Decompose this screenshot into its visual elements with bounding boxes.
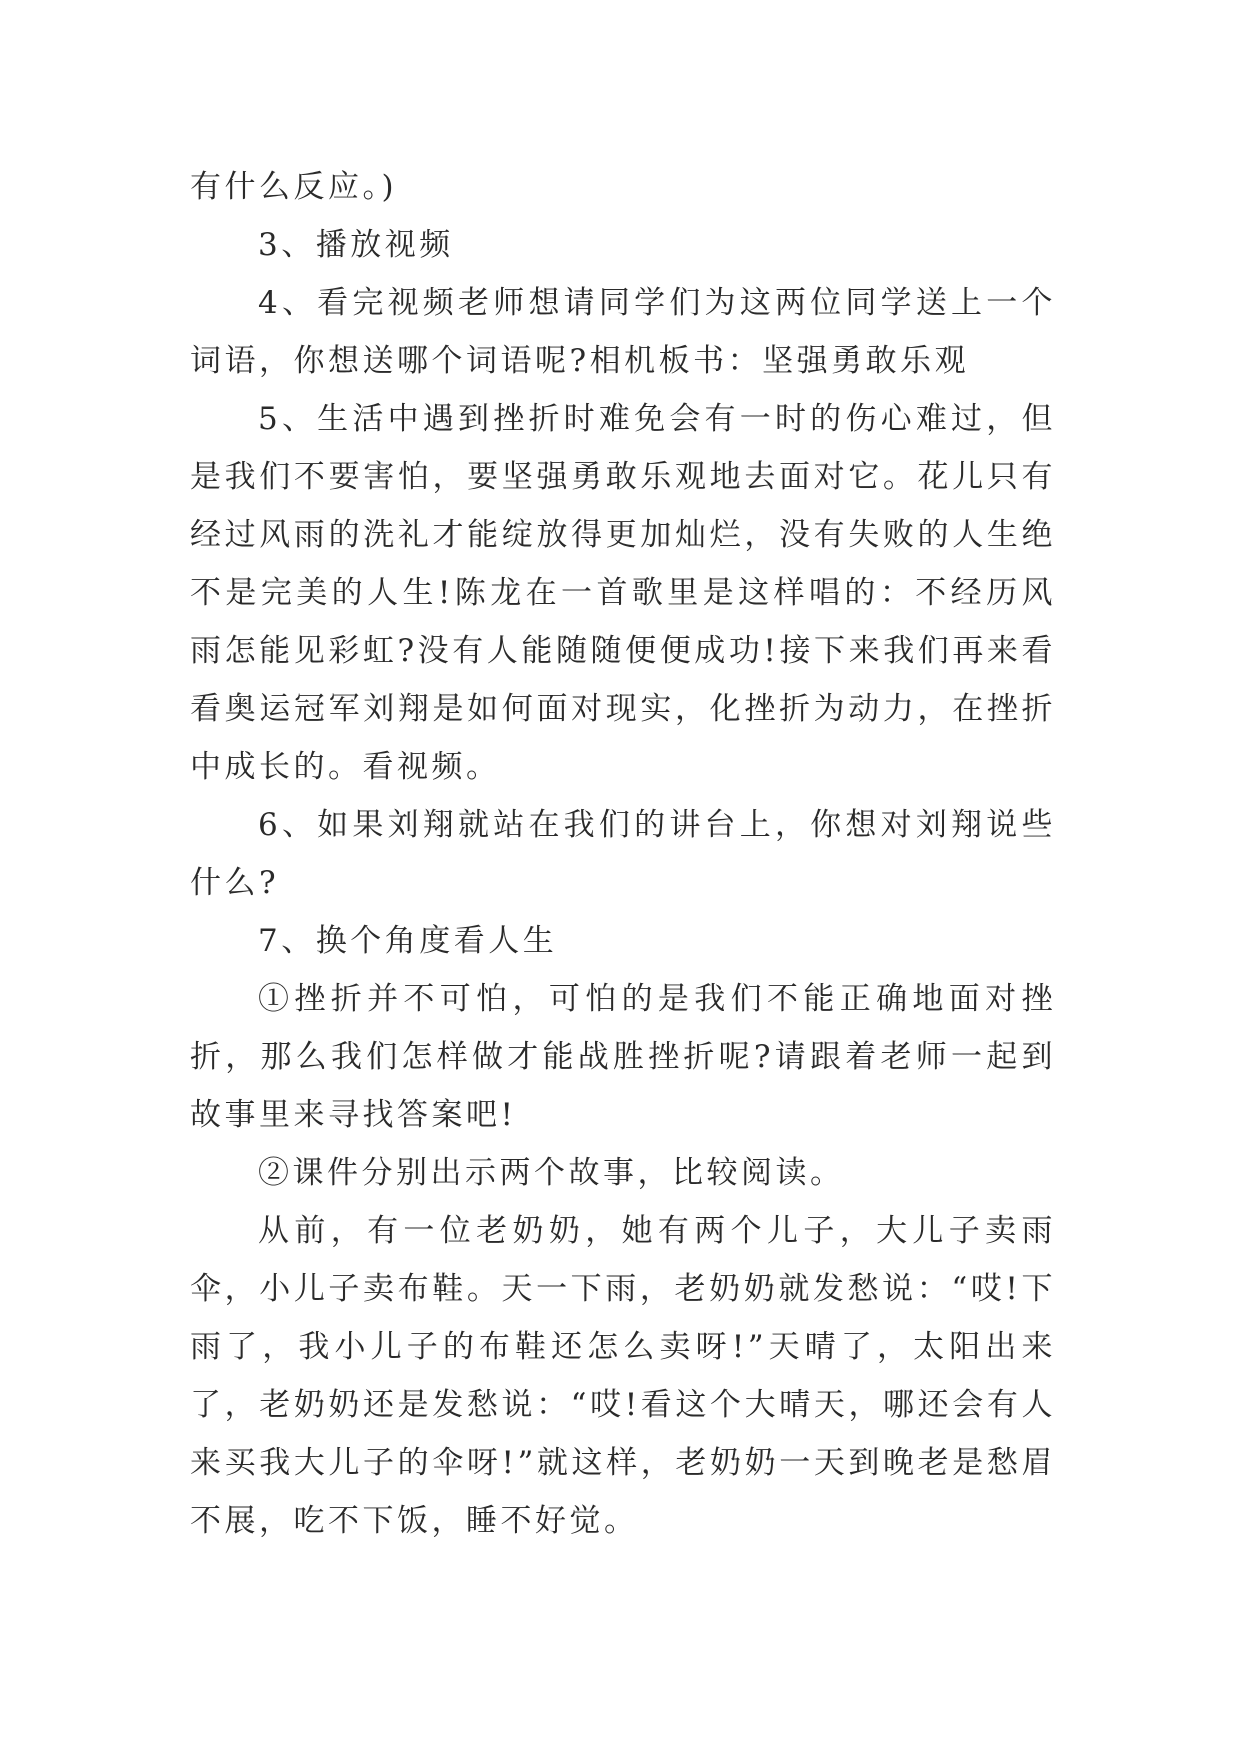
paragraph-continuation: 有什么反应。) [190,169,398,205]
paragraph-step-3: 3、播放视频 [258,227,454,263]
paragraph-step-4: 4、看完视频老师想请同学们为这两位同学送上一个词语，你想送哪个词语呢?相机板书：坚强勇敢乐观 [190,285,1056,379]
paragraph-step-5: 5、生活中遇到挫折时难免会有一时的伤心难过，但是我们不要害怕，要坚强勇敢乐观地去面对它。花儿只有经过风雨的洗礼才能绽放得更加灿烂，没有失败的人生绝不是完美的人生!陈龙在一首歌里是这样唱的：不经历风雨怎能见彩虹?没有人能随随便便成功!接下来我们再来看看奥运冠军刘翔是如何面对现实，化挫折为动力，在挫折中成长的。看视频。 [190,401,1056,785]
document-body [190,158,1056,1550]
paragraph-point-2: ②课件分别出示两个故事，比较阅读。 [258,1155,845,1191]
paragraph-story: 从前，有一位老奶奶，她有两个儿子，大儿子卖雨伞，小儿子卖布鞋。天一下雨，老奶奶就发愁说：“哎!下雨了，我小儿子的布鞋还怎么卖呀!”天晴了，太阳出来了，老奶奶还是发愁说：“哎!看这个大晴天，哪还会有人来买我大儿子的伞呀!”就这样，老奶奶一天到晚老是愁眉不展，吃不下饭，睡不好觉。 [190,1213,1056,1539]
paragraph-point-1: ①挫折并不可怕，可怕的是我们不能正确地面对挫折，那么我们怎样做才能战胜挫折呢?请跟着老师一起到故事里来寻找答案吧! [190,981,1056,1133]
paragraph-step-7: 7、换个角度看人生 [258,923,558,959]
paragraph-step-6: 6、如果刘翔就站在我们的讲台上，你想对刘翔说些什么? [190,807,1056,901]
